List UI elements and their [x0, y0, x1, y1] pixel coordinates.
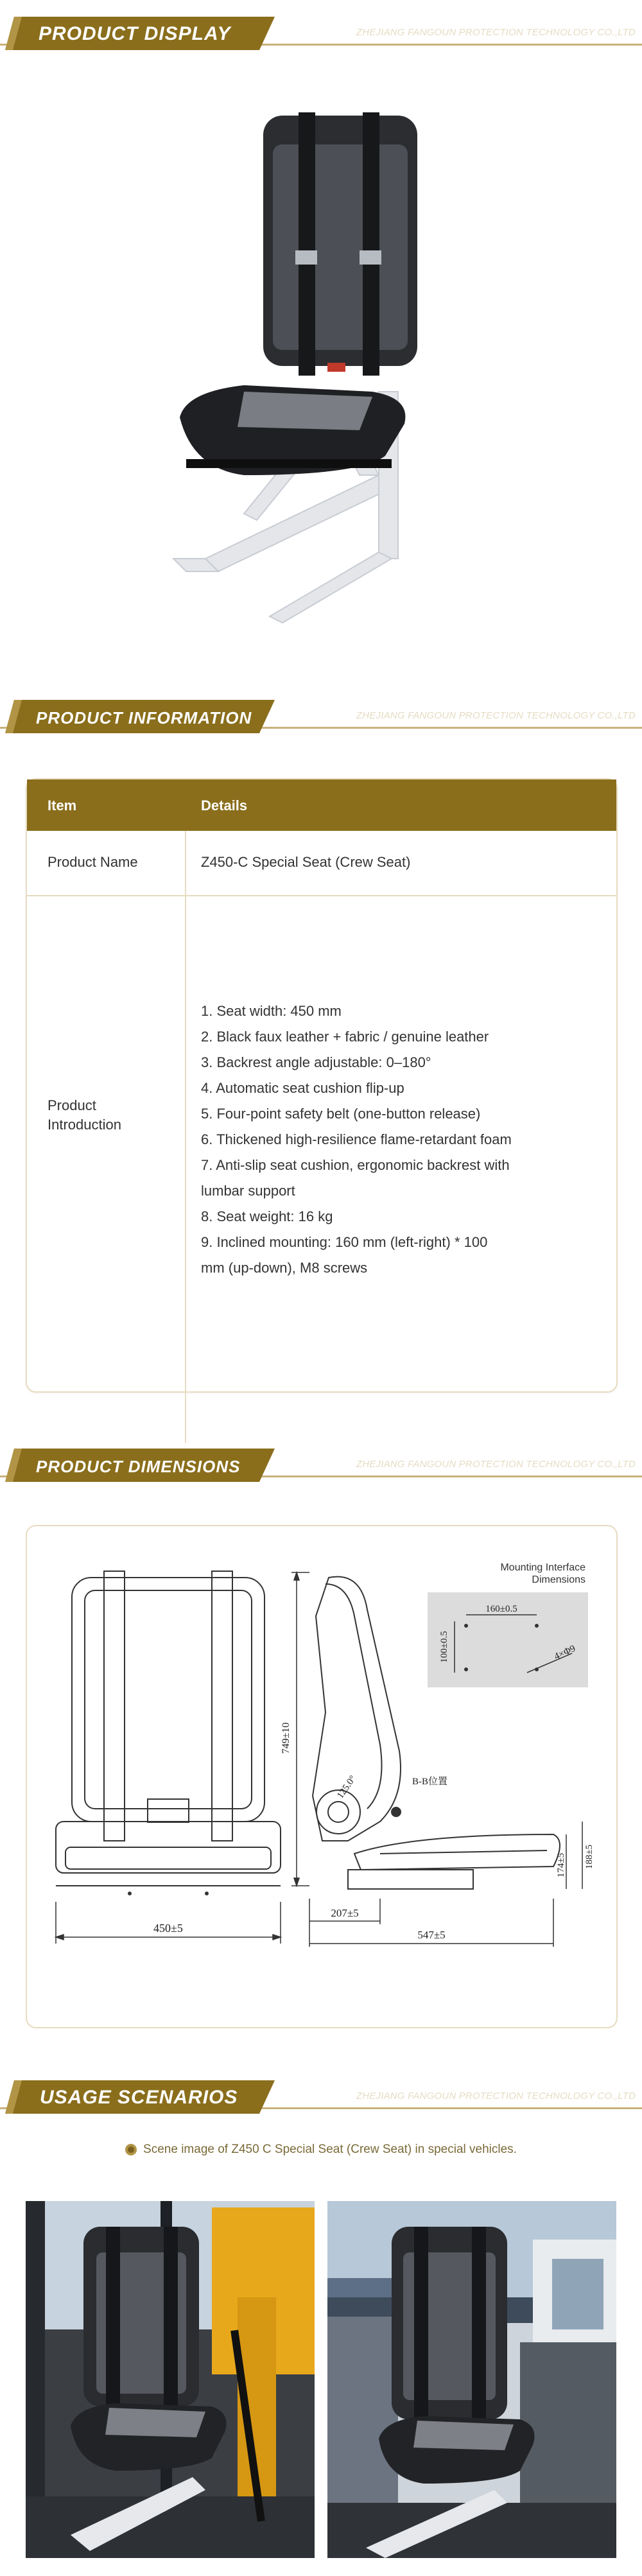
banner-title: PRODUCT DIMENSIONS	[36, 1457, 241, 1476]
mount-width-label: 160±0.5	[485, 1604, 517, 1614]
dimensions-drawing-panel	[26, 1525, 618, 2028]
company-name: ZHEJIANG FANGOUN PROTECTION TECHNOLOGY CO.,LTD	[356, 2091, 636, 2102]
scene-photo-boat-cabin	[327, 2201, 616, 2558]
row-product-name-value: Z450-C Special Seat (Crew Seat)	[201, 854, 411, 870]
mounting-interface-drawing	[428, 1592, 588, 1687]
intro-line: 5. Four-point safety belt (one-button release)	[201, 1106, 481, 1122]
intro-line: 9. Inclined mounting: 160 mm (left-right) * 100	[201, 1234, 488, 1250]
side-c-label: 174±5	[556, 1852, 566, 1878]
banner-product-display	[0, 14, 642, 54]
company-name: ZHEJIANG FANGOUN PROTECTION TECHNOLOGY CO.,LTD	[356, 27, 636, 38]
banner-product-information	[0, 697, 642, 737]
height-label: 749±10	[281, 1722, 291, 1754]
front-width-label: 450±5	[153, 1922, 183, 1935]
header-item: Item	[48, 797, 77, 814]
company-name: ZHEJIANG FANGOUN PROTECTION TECHNOLOGY CO.,LTD	[356, 1459, 636, 1470]
banner-product-dimensions	[0, 1446, 642, 1486]
banner-title: PRODUCT DISPLAY	[39, 23, 231, 44]
intro-line: 6. Thickened high-resilience flame-retardant foam	[201, 1131, 512, 1147]
row-divider	[27, 895, 616, 896]
column-divider	[185, 831, 186, 1443]
bullet-icon	[125, 2144, 137, 2155]
intro-line: lumbar support	[201, 1183, 295, 1199]
angle-label: 125.0°	[335, 1773, 359, 1801]
product-photo-seat	[167, 109, 449, 636]
scene-photo-excavator-cab	[26, 2201, 315, 2558]
table-header	[27, 779, 616, 831]
intro-line: mm (up-down), M8 screws	[201, 1260, 368, 1276]
intro-line: 8. Seat weight: 16 kg	[201, 1208, 333, 1224]
mount-height-label: 100±0.5	[439, 1631, 449, 1663]
mounting-interface-title: Mounting Interface Dimensions	[500, 1562, 586, 1585]
banner-title: PRODUCT INFORMATION	[36, 708, 252, 727]
intro-line: 7. Anti-slip seat cushion, ergonomic backrest with	[201, 1157, 510, 1173]
side-d-label: 188±5	[584, 1844, 594, 1870]
product-info-table	[26, 778, 618, 1393]
mount-hole-label: 4×Φ9	[552, 1643, 577, 1662]
company-name: ZHEJIANG FANGOUN PROTECTION TECHNOLOGY CO.,LTD	[356, 710, 636, 721]
row-product-name-label: Product Name	[48, 854, 138, 870]
intro-line: 3. Backrest angle adjustable: 0–180°	[201, 1054, 431, 1070]
intro-line: 1. Seat width: 450 mm	[201, 1003, 342, 1019]
banner-title: USAGE SCENARIOS	[40, 2087, 238, 2108]
row-intro-value	[201, 998, 512, 1281]
scene-note: Scene image of Z450 C Special Seat (Crew Seat) in special vehicles.	[0, 2143, 642, 2157]
intro-line: 4. Automatic seat cushion flip-up	[201, 1080, 404, 1096]
front-view-drawing	[40, 1565, 284, 1956]
lock-position-label: B-B位置	[412, 1777, 448, 1787]
side-a-label: 207±5	[331, 1907, 359, 1919]
header-details: Details	[201, 797, 248, 814]
side-b-label: 547±5	[417, 1929, 446, 1941]
banner-usage-scenarios	[0, 2078, 642, 2118]
row-intro-label: Product Introduction	[48, 1097, 121, 1133]
intro-line: 2. Black faux leather + fabric / genuine leather	[201, 1029, 489, 1045]
